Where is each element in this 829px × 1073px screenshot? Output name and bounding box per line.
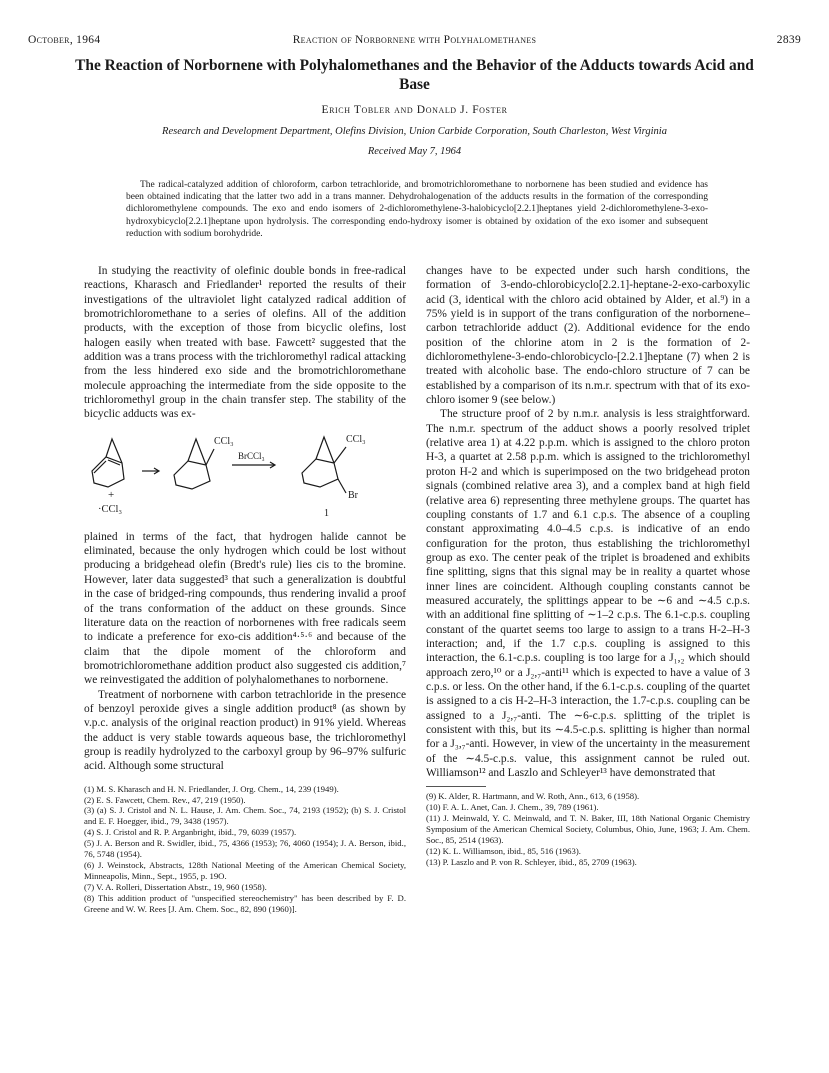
plus-sign: +: [108, 488, 115, 501]
bromine-label: Br: [348, 489, 358, 501]
compound-number: 1: [324, 507, 329, 519]
running-head: [28, 34, 801, 50]
left-paragraph-1: In studying the reactivity of olefinic double bonds in free-radical reactions, Kharasch and Friedlander¹ reported the results of their investigations of the ultraviolet light catalyzed radical addition of bromotrichloromethane to a series of olefins. All of the addition products, with the exception of those from bicyclic olefins, lost halogen easily when treated with base. Fawcett² suggested that the addition was a trans process with the trichloromethyl radical attacking from the less hindered exo side and the bromotrichloromethane molecule approaching the intermediate from the side opposite to the trichloromethyl group in the chain transfer step. The stability of the bicyclic adducts was ex-: [84, 265, 406, 421]
running-head-title: Reaction of Norbornene with Polyhalomethanes: [292, 34, 537, 46]
abstract: The radical-catalyzed addition of chloroform, carbon tetrachloride, and bromotrichloromethane to norbornene has been studied and evidence has been obtained indicating that the latter two add in a trans manner. Dehydrohalogenation of the adducts results in the formation of the corresponding dichloromethylene compounds. The exo and endo isomers of 2-dichloromethylene-3-halobicyclo[2.2.1]heptanes yield 2-dichloromethylene-3-exo-hydroxybicyclo[2.2.1]heptane upon hydrolysis. The corresponding endo-hydroxy isomer is obtained by oxidation of the exo isomer and subsequent reduction with sodium borohydride.: [126, 180, 708, 239]
right-footnotes: [426, 791, 750, 867]
right-column: [426, 264, 750, 868]
footnote: (6) J. Weinstock, Abstracts, 128th National Meeting of the American Chemical Society, Minneapolis, Minn., Sept., 1955, p. 19O.: [84, 859, 406, 881]
footnote: (9) K. Alder, R. Hartmann, and W. Roth, Ann., 613, 6 (1958).: [426, 791, 640, 802]
adduct-1-structure: [302, 437, 346, 493]
footnote: (8) This addition product of "unspecified stereochemistry" has been described by F. D. Greene and W. W. Rees [J. Am. Chem. Soc., 82, 890 (1960)].: [84, 892, 406, 914]
right-paragraph-2: The structure proof of 2 by n.m.r. analysis is less straightforward. The n.m.r. spectrum of the adduct shows a poorly resolved triplet (relative area 1) at 4.22 p.p.m. which is assigned to the chloro proton H-3, a quartet at 2.58 p.p.m. which is assigned to the trichloromethyl proton H-2 and which is superimposed on the two bridgehead proton signals (combined relative area 3), and a complex band at high field (relative area 6) representing three methylene groups. The quartet has coupling constants of 1.7 and 6.1 c.p.s. The absence of a coupling constant approximating 4.0–4.5 c.p.s. is indicative of an endo configuration for the proton, thus establishing the trichloromethyl group as exo. The center peak of the triplet is broadened and exhibits fine splitting, signs that this signal may be in reality a quartet whose inner lines are coincident. Although coupling constants cannot be measured accurately, the splittings appear to be ∼6 and ∼4.5 c.p.s. with an additional fine splitting of ∼1–2 c.p.s. The 6.1-c.p.s. coupling constant of the quartet seems too large to assign to a trans H-2–H-3 interaction; and, if the 1.7 c.p.s. coupling is assigned to this interaction, the 6.1-c.p.s. coupling is too large for a J₁,₂ which should approach zero,¹⁰ or a J₂,₇-anti¹¹ which is expected to have a value of 3 c.p.s. or less. On the other hand, if the 6.1-c.p.s. coupling of the quartet is assigned to a cis H-2–H-3 interaction, the 1.7-c.p.s. coupling can be assigned to a J₂,₇-anti. The ∼6-c.p.s. splitting of the triplet is consistent with this, but its ∼4.5-c.p.s. splitting is higher than normal for a J₃,₇-anti. However, in view of the uncertainty in the measurement of the ∼4.5-c.p.s. value, this assignment cannot be ruled out. Williamson¹² and Laszlo and Schleyer¹³ have demonstrated that: [426, 408, 750, 780]
footnote-divider: [426, 786, 486, 787]
page-number: 2839: [776, 34, 801, 46]
footnote: (12) K. L. Williamson, ibid., 85, 516 (1963).: [426, 845, 581, 856]
norbornene-structure: [92, 439, 124, 487]
footnote: (5) J. A. Berson and R. Swidler, ibid., 75, 4366 (1953); 76, 4060 (1954); J. A. Berson, ibid., 76, 5748 (1954).: [84, 838, 406, 860]
intermediate-structure: [174, 439, 214, 489]
footnote: (11) J. Meinwald, Y. C. Meinwald, and T. N. Baker, III, 18th National Organic Chemistry Symposium of the American Chemical Society, Columbus, Ohio, June, 1963; J. Am. Chem. Soc., 85, 2514 (1963).: [426, 813, 750, 845]
footnote: (3) (a) S. J. Cristol and N. L. Hause, J. Am. Chem. Soc., 74, 2193 (1952); (b) S. J. Cristol and E. F. Hoegger, ibid., 79, 3438 (1957).: [84, 805, 406, 827]
affiliation: Research and Development Department, Olefins Division, Union Carbide Corporation, South Charleston, West Virginia: [162, 126, 667, 137]
footnote: (10) F. A. L. Anet, Can. J. Chem., 39, 789 (1961).: [426, 802, 599, 813]
article-title: The Reaction of Norbornene with Polyhalomethanes and the Behavior of the Adducts towards Acid and Base: [75, 57, 754, 93]
reaction-scheme: [84, 427, 406, 523]
reagent-label: BrCCl₃: [238, 450, 265, 461]
authors: Erich Tobler and Donald J. Foster: [321, 104, 508, 116]
left-paragraph-3: Treatment of norbornene with carbon tetrachloride in the presence of benzoyl peroxide gives a single addition product⁸ (as shown by v.p.c. analysis of the original reaction product) in 91% yield. Whereas the adduct is very stable towards aqueous base, the trichloromethyl group is readily hydrolyzed to the carboxyl group by 96–97% sulfuric acid. Although some structural: [84, 688, 406, 773]
footnote: (1) M. S. Kharasch and H. N. Friedlander, J. Org. Chem., 14, 239 (1949).: [84, 783, 339, 794]
footnote: (7) V. A. Rolleri, Dissertation Abstr., 19, 960 (1958).: [84, 881, 267, 892]
footnote: (2) E. S. Fawcett, Chem. Rev., 47, 219 (1950).: [84, 794, 246, 805]
received-date: Received May 7, 1964: [367, 146, 462, 157]
left-footnotes: [84, 784, 406, 915]
footnote: (13) P. Laszlo and P. von R. Schleyer, ibid., 85, 2709 (1963).: [426, 856, 637, 867]
ccl3-label-adduct: CCl₃: [346, 433, 366, 445]
left-column: [84, 264, 406, 915]
right-paragraph-1: changes have to be expected under such harsh conditions, the formation of 3-endo-chlorobicyclo[2.2.1]-heptane-2-exo-carboxylic acid (3, identical with the chloro acid obtained by Alder, et al.⁹) in a 75% yield is in support of the trans configuration of the norbornene–carbon tetrachloride adduct (2). Additional evidence for the endo position of the chlorine atom in 2 is the formation of 2-dichloromethylene-3-endo-chlorobicyclo-[2.2.1]heptane (7) when 2 is treated with alcoholic base. The endo-chloro structure of 7 can be established by a comparison of its n.m.r. spectrum with that of its exo-chloro isomer 9 (see below.): [426, 265, 750, 407]
ccl3-label-intermediate: CCl₃: [214, 435, 234, 447]
left-paragraph-2: plained in terms of the fact, that hydrogen halide cannot be eliminated, because the only hydrogen which could be lost without producing a bridgehead olefin (Bredt's rule) lies cis to the bromine. However, later data suggested³ that such a generalization is doubtful in the case of bridged-ring compounds, thus rendering invalid a proof of the trans conformation of the adduct on these grounds. Since literature data on the reaction of norbornenes with free radicals seem to indicate a preference for exo-cis addition⁴·⁵·⁶ and because of the claim that the dipole moment of the chloroform and bromotrichloromethane addition product also suggested cis addition,⁷ we reinvestigated the addition of polyhalomethanes to norbornene.: [84, 530, 406, 687]
footnote: (4) S. J. Cristol and R. P. Arganbright, ibid., 79, 6039 (1957).: [84, 827, 297, 838]
trichloromethyl-radical-label: ·CCl₃: [98, 503, 123, 515]
running-head-date: October, 1964: [28, 34, 101, 46]
